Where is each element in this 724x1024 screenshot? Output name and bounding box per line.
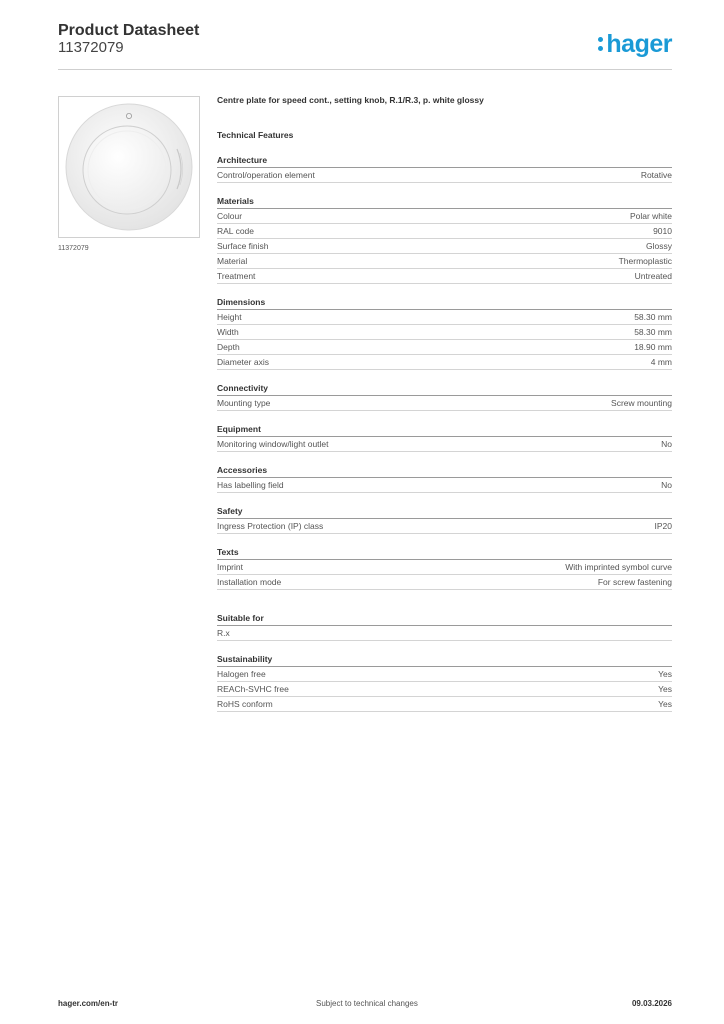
feature-label: Colour [217,211,243,221]
feature-value: 4 mm [650,357,672,367]
feature-row [217,519,672,534]
sections-list [217,155,672,712]
feature-row [217,355,672,370]
feature-row [217,224,672,239]
section-sustainability [217,654,672,712]
feature-value: Screw mounting [611,398,672,408]
feature-row [217,239,672,254]
feature-row [217,269,672,284]
feature-label: Treatment [217,271,256,281]
feature-value: 9010 [653,226,672,236]
section-safety [217,506,672,534]
hager-logo[interactable] [598,30,672,59]
feature-label: REACh-SVHC free [217,684,289,694]
feature-value: For screw fastening [597,577,672,587]
feature-row [217,340,672,355]
section-title: Safety [217,506,672,519]
feature-label: R.x [217,628,230,638]
feature-label: Halogen free [217,669,266,679]
section-suitable-for [217,613,672,641]
feature-label: Imprint [217,562,243,572]
feature-row [217,168,672,183]
feature-table [217,95,672,712]
feature-row [217,575,672,590]
feature-value: With imprinted symbol curve [565,562,672,572]
feature-label: Control/operation element [217,170,315,180]
feature-value: IP20 [654,521,672,531]
feature-label: Diameter axis [217,357,269,367]
feature-value: Yes [658,699,672,709]
section-title: Texts [217,547,672,560]
section-equipment [217,424,672,452]
product-name: Centre plate for speed cont., setting knob, R.1/R.3, p. white glossy [217,95,484,105]
feature-row [217,325,672,340]
feature-value: 18.90 mm [634,342,672,352]
feature-value: Thermoplastic [618,256,672,266]
feature-row [217,396,672,411]
feature-value: 58.30 mm [634,312,672,322]
page-title: Product Datasheet [58,22,200,39]
feature-value: No [661,439,672,449]
feature-value: Rotative [640,170,672,180]
section-materials [217,196,672,284]
section-title: Dimensions [217,297,672,310]
feature-label: Ingress Protection (IP) class [217,521,324,531]
feature-label: Mounting type [217,398,271,408]
product-image [58,96,200,238]
feature-row [217,209,672,224]
section-title: Architecture [217,155,672,168]
feature-label: Material [217,256,248,266]
feature-value: Yes [658,684,672,694]
footer-website-link[interactable]: hager.com/en-tr [58,999,119,1008]
logo-dots-icon [598,37,603,55]
section-dimensions [217,297,672,370]
feature-label: Has labelling field [217,480,284,490]
feature-row [217,560,672,575]
feature-value: Untreated [634,271,672,281]
feature-label: Depth [217,342,240,352]
feature-value: Glossy [646,241,672,251]
feature-value: No [661,480,672,490]
header-divider [58,69,672,70]
feature-label: Monitoring window/light outlet [217,439,329,449]
technical-features-heading: Technical Features [217,130,294,140]
feature-label: Width [217,327,239,337]
feature-row [217,478,672,493]
feature-value: Polar white [629,211,672,221]
feature-value: Yes [658,669,672,679]
section-title: Materials [217,196,672,209]
section-title: Connectivity [217,383,672,396]
feature-row [217,667,672,682]
footer-notice: Subject to technical changes [316,999,418,1008]
image-caption: 11372079 [58,245,89,252]
section-title: Accessories [217,465,672,478]
section-texts [217,547,672,590]
feature-row [217,437,672,452]
feature-row [217,682,672,697]
section-title: Sustainability [217,654,672,667]
feature-value: 58.30 mm [634,327,672,337]
logo-text: hager [606,30,672,58]
feature-label: Surface finish [217,241,269,251]
feature-row [217,697,672,712]
feature-label: Installation mode [217,577,282,587]
article-number: 11372079 [58,39,124,56]
feature-row [217,626,672,641]
feature-label: RAL code [217,226,255,236]
section-connectivity [217,383,672,411]
feature-row [217,310,672,325]
feature-label: RoHS conform [217,699,273,709]
section-architecture [217,155,672,183]
feature-label: Height [217,312,242,322]
section-accessories [217,465,672,493]
footer-date: 09.03.2026 [631,999,672,1008]
section-title: Suitable for [217,613,672,626]
knob-plate-image [59,97,199,237]
section-title: Equipment [217,424,672,437]
feature-row [217,254,672,269]
